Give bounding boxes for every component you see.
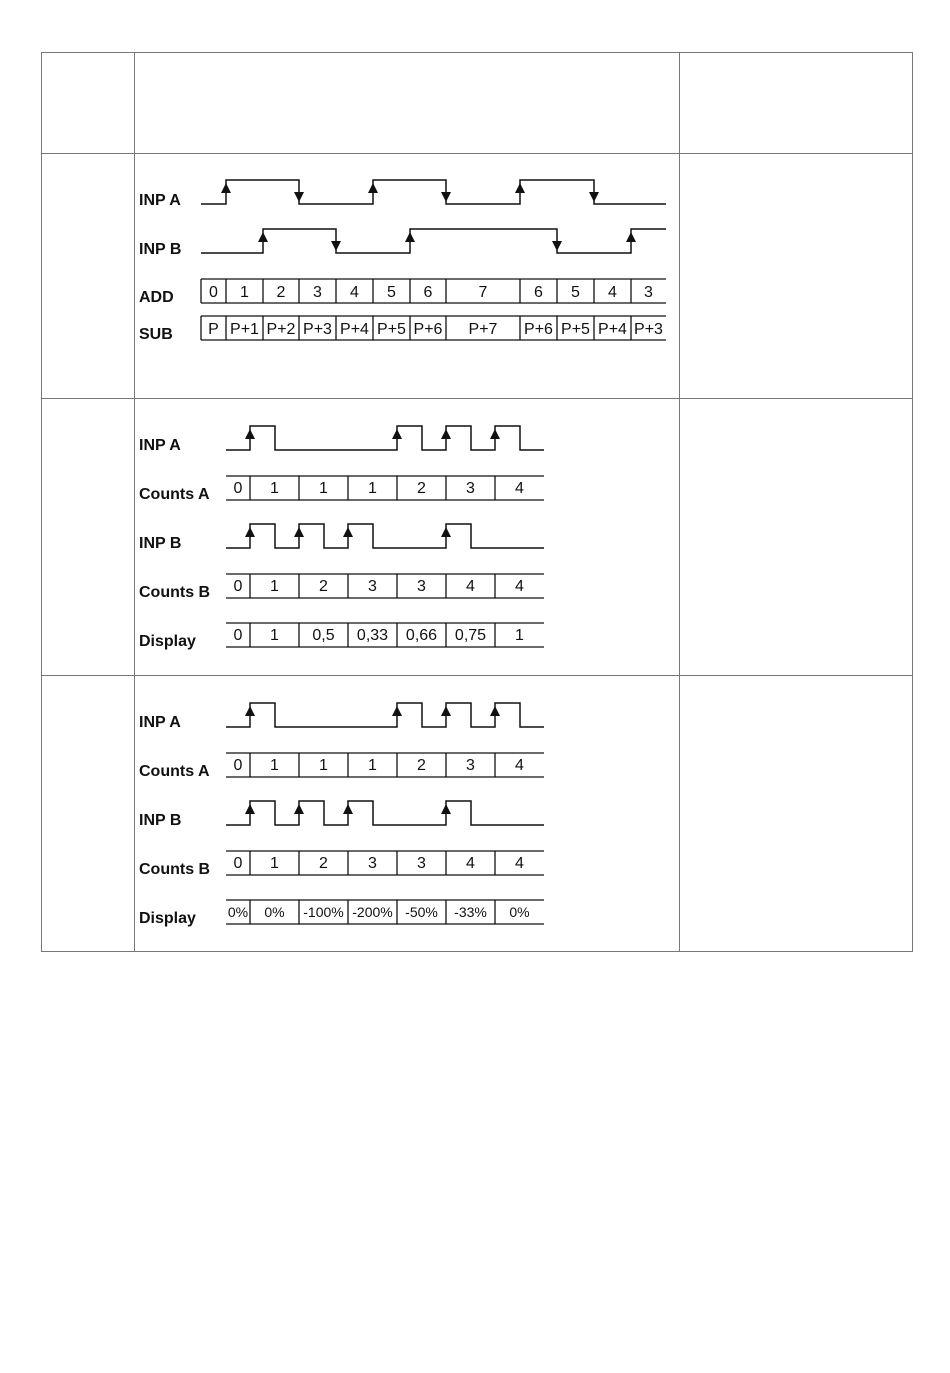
display-cell: -200% <box>352 904 393 920</box>
display-cell: 0,66 <box>405 627 438 644</box>
display-cell: 1 <box>515 627 524 644</box>
rising-edge-arrow-icon <box>441 804 451 814</box>
display-cell: -100% <box>303 904 344 920</box>
counts-b-cell: 4 <box>466 855 475 872</box>
counts-b-cell: 0 <box>233 578 243 595</box>
add-count-cell: 3 <box>644 284 653 301</box>
add-count-cell: 0 <box>209 284 218 301</box>
sub-count-cell: P+6 <box>413 321 443 338</box>
rising-edge-arrow-icon <box>392 706 402 716</box>
counts-a-cell: 1 <box>270 757 279 774</box>
counts-a-cell: 4 <box>515 757 524 774</box>
counts-b-cell: 0 <box>233 855 243 872</box>
display-cell: 0% <box>227 904 249 920</box>
display-cell: 0,75 <box>454 627 487 644</box>
counts-b-cell: 3 <box>417 855 426 872</box>
inp-b-label: INP B <box>139 812 182 829</box>
sub-label: SUB <box>139 326 173 343</box>
counts-a-cell: 1 <box>368 757 377 774</box>
display-cell: 0% <box>509 904 530 920</box>
add-count-cell: 1 <box>240 284 249 301</box>
counts-a-cell: 1 <box>319 480 328 497</box>
inp-a-label: INP A <box>139 714 181 731</box>
counts-b-cell: 3 <box>368 578 377 595</box>
display-label: Display <box>139 910 196 927</box>
inp-b-label: INP B <box>139 241 182 258</box>
counts-b-label: Counts B <box>139 861 211 878</box>
sub-count-cell: P+7 <box>468 321 498 338</box>
add-count-cell: 6 <box>423 284 433 301</box>
sub-count-cell: P <box>208 321 219 338</box>
rising-edge-arrow-icon <box>441 706 451 716</box>
add-count-cell: 5 <box>387 284 396 301</box>
add-count-cell: 3 <box>313 284 322 301</box>
inp-a-label: INP A <box>139 192 181 209</box>
inp-a-label: INP A <box>139 437 181 454</box>
rising-edge-arrow-icon <box>245 706 255 716</box>
display-cell: 0% <box>264 904 285 920</box>
sub-count-cell: P+4 <box>598 321 627 338</box>
sub-count-cell: P+4 <box>340 321 369 338</box>
inp-b-label: INP B <box>139 535 182 552</box>
counts-b-cell: 2 <box>319 578 328 595</box>
display-label: Display <box>139 633 196 650</box>
add-count-cell: 5 <box>571 284 580 301</box>
sub-count-cell: P+3 <box>634 321 663 338</box>
counts-a-cell: 3 <box>466 480 475 497</box>
inp-b-waveform <box>226 801 544 825</box>
counts-a-cell: 2 <box>417 480 426 497</box>
display-row <box>226 900 544 924</box>
counts-a-label: Counts A <box>139 486 210 503</box>
sub-count-cell: P+2 <box>266 321 296 338</box>
rising-edge-arrow-icon <box>343 804 353 814</box>
counts-a-cell: 0 <box>233 480 243 497</box>
display-cell: -50% <box>405 904 438 920</box>
display-cell: -33% <box>454 904 487 920</box>
counts-a-cell: 1 <box>270 480 279 497</box>
counts-b-cell: 1 <box>270 578 279 595</box>
rising-edge-arrow-icon <box>490 706 500 716</box>
display-cell: 0 <box>233 627 243 644</box>
add-count-cell: 2 <box>276 284 286 301</box>
counts-b-row <box>226 851 544 875</box>
add-count-cell: 7 <box>478 284 488 301</box>
sub-count-cell: P+5 <box>377 321 406 338</box>
counts-a-cell: 0 <box>233 757 243 774</box>
counts-b-cell: 4 <box>515 855 524 872</box>
rising-edge-arrow-icon <box>294 804 304 814</box>
sub-count-cell: P+5 <box>561 321 590 338</box>
counts-b-cell: 1 <box>270 855 279 872</box>
counts-a-label: Counts A <box>139 763 210 780</box>
counts-a-row <box>226 753 544 777</box>
display-cell: 1 <box>270 627 279 644</box>
add-label: ADD <box>139 289 174 306</box>
display-cell: 0,33 <box>356 627 389 644</box>
counts-b-label: Counts B <box>139 584 211 601</box>
counts-a-cell: 1 <box>368 480 377 497</box>
counts-a-cell: 3 <box>466 757 475 774</box>
display-cell: 0,5 <box>312 627 335 644</box>
add-count-cell: 4 <box>608 284 617 301</box>
counts-b-cell: 4 <box>515 578 524 595</box>
sub-count-cell: P+3 <box>303 321 332 338</box>
counts-b-cell: 3 <box>417 578 426 595</box>
sub-count-cell: P+6 <box>524 321 553 338</box>
counts-a-cell: 4 <box>515 480 524 497</box>
counts-b-cell: 4 <box>466 578 475 595</box>
add-count-cell: 4 <box>350 284 359 301</box>
counts-a-cell: 2 <box>417 757 426 774</box>
sub-count-cell: P+1 <box>230 321 259 338</box>
counts-a-cell: 1 <box>319 757 328 774</box>
add-count-cell: 6 <box>534 284 543 301</box>
counts-b-cell: 2 <box>319 855 328 872</box>
counts-b-cell: 3 <box>368 855 377 872</box>
rising-edge-arrow-icon <box>245 804 255 814</box>
